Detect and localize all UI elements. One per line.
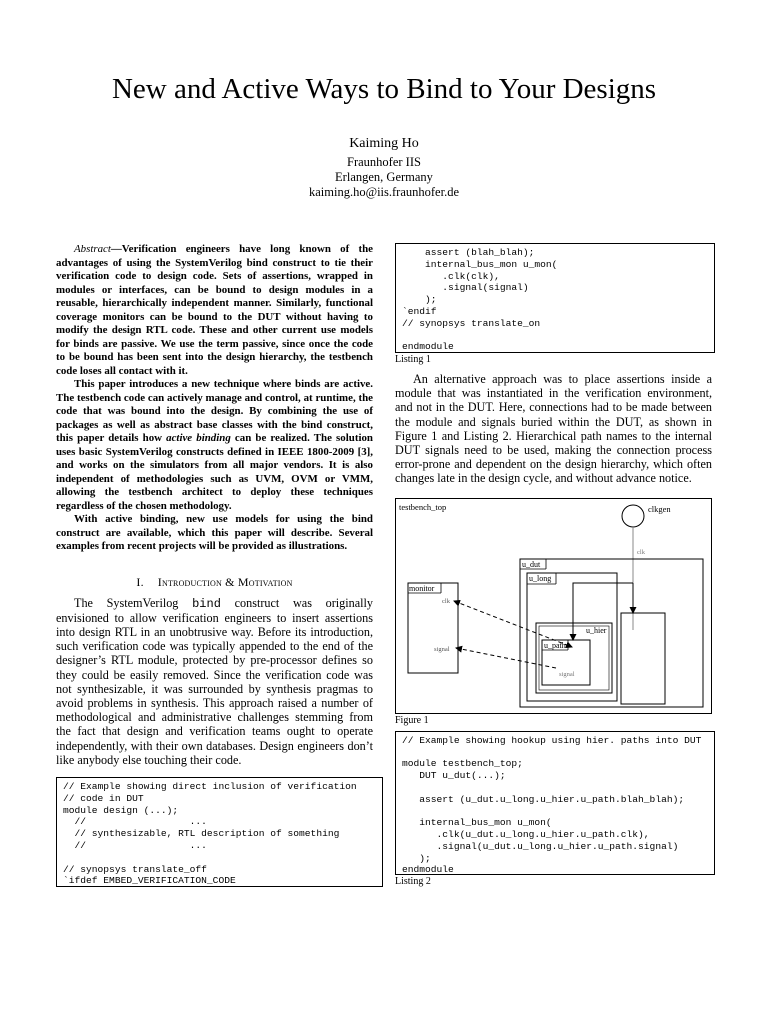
clkgen-circle [622, 505, 644, 527]
paper-title: New and Active Ways to Bind to Your Designs [111, 73, 657, 105]
label-u-long: u_long [529, 573, 552, 583]
author-name: Kaiming Ho [349, 136, 419, 151]
label-u-hier: u_hier [586, 625, 607, 635]
affiliation-location: Erlangen, Germany [335, 170, 433, 184]
label-testbench-top: testbench_top [399, 501, 447, 512]
abstract-label: Abstract [74, 243, 111, 255]
intro-paragraph [56, 596, 373, 767]
u-long-box [527, 573, 617, 701]
dashed-signal-connection [456, 648, 556, 668]
listing-2-caption: Listing 2 [395, 875, 431, 887]
figure-1-frame [395, 498, 712, 714]
listing-1-caption: Listing 1 [395, 354, 431, 365]
code-listing-2: // Example showing hookup using hier. paths into DUT module testbench_top; DUT u_dut(...); assert (u_dut.u_long.u_hier.u_path.blah_blah); internal_bus_mon u_mon( .clk(u_dut.u_long.u_hier.u_path.clk), .signal(u_dut.u_long.u_hier.u_path.signal) ); endmodule [395, 731, 715, 875]
label-monitor-signal: signal [434, 645, 450, 653]
inline-code-bind: bind [192, 596, 221, 611]
label-signal-inner: signal [559, 670, 575, 678]
label-u-path: u_path [544, 640, 566, 650]
dashed-clk-connection [454, 601, 572, 647]
abstract-emphasis: active binding [166, 432, 231, 444]
right-column [395, 243, 712, 888]
abstract-text-2a: This paper introduces a new technique where binds are active. The testbench code can actively manage and control, at runtime, the code that was bound into the design. By combining the use of packages as well as abstract base classes with the bind construct, this paper details how [56, 378, 373, 444]
abstract-paragraph-1 [56, 243, 373, 378]
section-number: I. [136, 574, 144, 589]
abstract-text-2b: can be realized. The solution uses basic SystemVerilog constructs defined in IEEE 1800-2009 [3], and works on the simulators from all major vendors. It is also independent of methodologies such as UVM, OVM or VMM, allowing the testbench architect to deploy these techniques regardless of the chosen methodology. [56, 432, 373, 512]
author-email: kaiming.ho@iis.fraunhofer.de [308, 185, 460, 199]
section-title: Introduction & Motivation [157, 574, 293, 589]
u-hier-inner-outline [539, 626, 609, 690]
code-listing-1-end: assert (blah_blah); internal_bus_mon u_mon( .clk(clk), .signal(signal) ); `endif // synopsys translate_on endmodule [395, 243, 715, 353]
affiliation-institute: Fraunhofer IIS [347, 155, 421, 169]
hierarchy-diagram [396, 499, 711, 713]
abstract-text-1: —Verification engineers have long known of the advantages of using the SystemVerilog bind construct to tie their verification code to design code. Sets of assertions, wrapped in modules or interfaces, can be bound to design modules in a reusable, hierarchically independent manner. Similarly, functional coverage monitors can be bound to the DUT without having to modify the design RTL code. These and other current use models for binds are passive. We use the term passive, since once the code to be bound has been sent into the design hierarchy, the testbench code loses all contact with it. [56, 243, 373, 377]
code-listing-1-start: // Example showing direct inclusion of verification // code in DUT module design (...); // ... // synthesizable, RTL description of something // ... // synopsys translate_off `ifdef EMBED_VERIFICATION_CODE [56, 777, 383, 887]
dut-right-block [621, 613, 665, 704]
label-u-dut: u_dut [522, 559, 541, 569]
label-monitor: monitor [409, 583, 435, 593]
intro-text-a: The SystemVerilog [74, 595, 193, 610]
label-clkgen: clkgen [648, 503, 671, 514]
abstract-paragraph-2 [56, 378, 373, 513]
section-heading [56, 575, 373, 590]
label-monitor-clk: clk [442, 597, 450, 605]
monitor-box [408, 583, 458, 673]
alternative-approach-paragraph: An alternative approach was to place assertions inside a module that was instantiated in the verification environment, and not in the DUT. Here, connections had to be made between the module and signals buried within the DUT, as shown in Figure 1 and Listing 2. Hierarchical path names to the internal DUT signals need to be used, making the connection process error-prone and dependent on the design hierarchy, which often changes late in the design cycle, and without advance notice. [395, 372, 712, 486]
figure-1 [395, 498, 712, 727]
figure-1-caption: Figure 1 [395, 714, 429, 726]
left-column [56, 243, 373, 887]
label-clk-wire: clk [637, 548, 645, 556]
intro-text-b: construct was originally envisioned to allow verification engineers to insert assertions into design RTL in an unobtrusive way. Before its introduction, such verification code was typically appended to the end of the designer’s RTL module, protected by pre-processor defines so they could be easily removed. Since the verification code was not synthesizable, it was surrounded by synthesis pragmas to avoid problems in synthesis. This approach raised a number of methodological and administrative challenges stemming from the fact that design and verification teams ought to operate independently, with their own databases. Design engineers don’t like anybody else touching their code. [56, 595, 374, 767]
abstract-paragraph-3: With active binding, new use models for using the bind construct are available, which this paper will describe. Several examples from recent projects will be provided as illustrations. [56, 513, 373, 552]
